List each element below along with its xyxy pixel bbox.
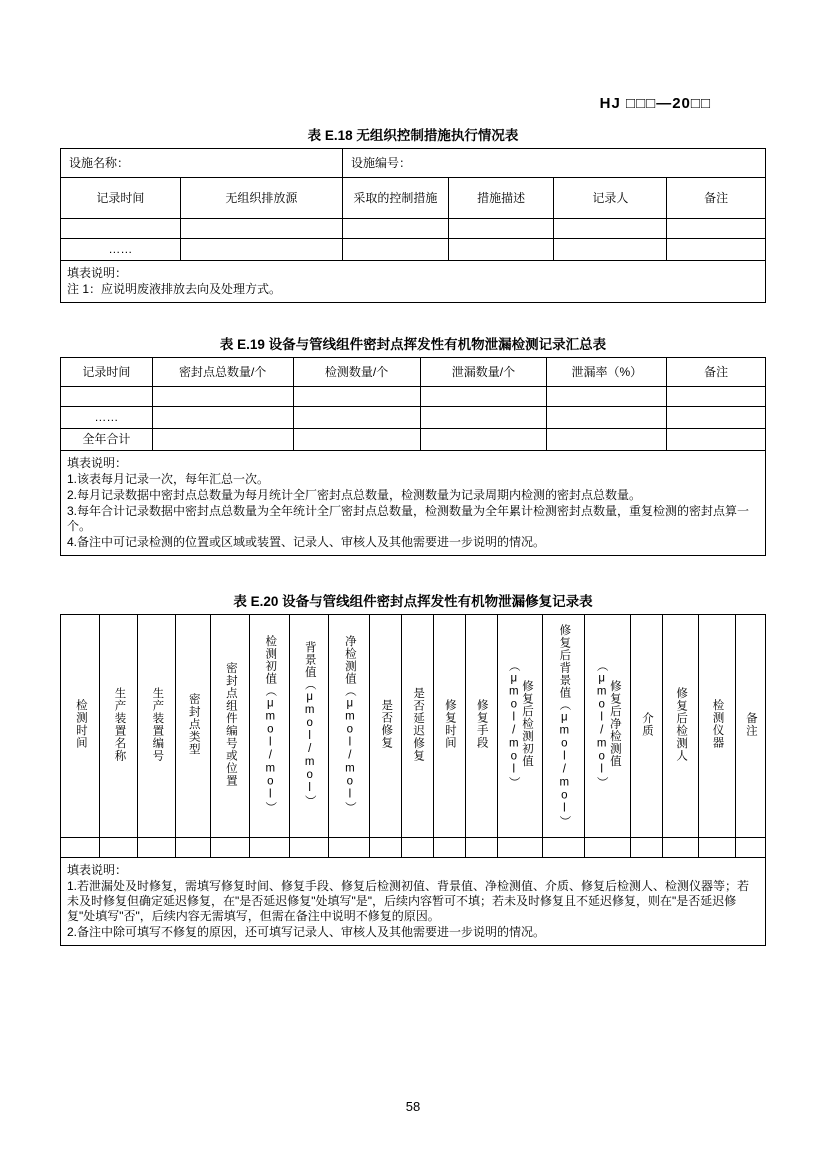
table-cell bbox=[329, 838, 370, 858]
table-cell bbox=[543, 838, 585, 858]
column-header: 修复手段 bbox=[465, 615, 497, 838]
column-header: 备注 bbox=[667, 358, 766, 387]
table-section-e20 bbox=[60, 590, 766, 946]
table-cell bbox=[61, 838, 100, 858]
table-cell bbox=[699, 838, 735, 858]
table-notes-row bbox=[61, 858, 766, 946]
column-header: 生产装置编号 bbox=[138, 615, 176, 838]
table-cell bbox=[289, 838, 328, 858]
table-cell bbox=[662, 838, 698, 858]
column-header: 密封点类型 bbox=[176, 615, 211, 838]
column-header: 检测初值（μmol/mol） bbox=[250, 615, 289, 838]
table-notes-row bbox=[61, 451, 766, 556]
table-cell bbox=[585, 838, 630, 858]
column-header: 无组织排放源 bbox=[180, 178, 342, 219]
table-row bbox=[61, 407, 766, 429]
table-cell bbox=[293, 407, 420, 429]
column-header: 是否修复 bbox=[370, 615, 402, 838]
table-cell bbox=[342, 239, 448, 261]
table-cell bbox=[180, 239, 342, 261]
note-line: 1.该表每月记录一次，每年汇总一次。 bbox=[67, 472, 270, 486]
standard-code-header: HJ □□□—20□□ bbox=[599, 95, 711, 112]
table-notes-row bbox=[61, 261, 766, 303]
table-section-e19 bbox=[60, 333, 766, 556]
facility-name-label: 设施名称： bbox=[61, 149, 343, 178]
table-cell bbox=[293, 429, 420, 451]
table-row bbox=[61, 429, 766, 451]
table-cell bbox=[61, 219, 181, 239]
table-cell bbox=[547, 429, 667, 451]
table-cell bbox=[667, 429, 766, 451]
table-cell bbox=[497, 838, 542, 858]
table-header-row bbox=[61, 358, 766, 387]
note-line: 3.每年合计记录数据中密封点总数量为全年统计全厂密封点总数量，检测数量为全年累计检测密封点数量，重复检测的密封点算一个。 bbox=[67, 504, 750, 533]
table-e20 bbox=[60, 614, 766, 946]
table-cell bbox=[61, 387, 153, 407]
table-e19 bbox=[60, 357, 766, 556]
column-header: 记录时间 bbox=[61, 178, 181, 219]
table-notes-e19 bbox=[61, 451, 766, 556]
column-header: 备注 bbox=[667, 178, 766, 219]
table-cell bbox=[420, 387, 547, 407]
column-header: 检测仪器 bbox=[699, 615, 735, 838]
column-header: 修复后背景值（μmol/mol） bbox=[543, 615, 585, 838]
column-header: 密封点组件编号或位置 bbox=[211, 615, 250, 838]
table-cell bbox=[250, 838, 289, 858]
table-cell bbox=[152, 387, 293, 407]
table-cell bbox=[547, 407, 667, 429]
table-cell bbox=[138, 838, 176, 858]
note-line: 填表说明： bbox=[67, 863, 128, 877]
column-header: 记录时间 bbox=[61, 358, 153, 387]
column-header: 检测数量/个 bbox=[293, 358, 420, 387]
column-header: 泄漏数量/个 bbox=[420, 358, 547, 387]
column-header: 检测时间 bbox=[61, 615, 100, 838]
table-notes-e18 bbox=[61, 261, 766, 303]
table-row bbox=[61, 149, 766, 178]
table-cell bbox=[554, 239, 667, 261]
column-header: 备注 bbox=[735, 615, 765, 838]
note-line: 1.若泄漏处及时修复，需填写修复时间、修复手段、修复后检测初值、背景值、净检测值、介质、修复后检测人、检测仪器等；若未及时修复但确定延迟修复，在"是否延迟修复"处填写"是"，后续内容暂可不填；若未及时修复且不延迟修复，则在"是否延迟修复"处填写"否"，后续内容无需填写，但需在备注中说明不修复的原因。 bbox=[67, 879, 750, 923]
column-header: 记录人 bbox=[554, 178, 667, 219]
facility-code-label: 设施编号： bbox=[342, 149, 765, 178]
table-section-e18 bbox=[60, 124, 766, 303]
note-line: 2.备注中除可填写不修复的原因，还可填写记录人、审核人及其他需要进一步说明的情况。 bbox=[67, 925, 546, 939]
table-cell bbox=[667, 387, 766, 407]
table-title-e20: 表 E.20 设备与管线组件密封点挥发性有机物泄漏修复记录表 bbox=[233, 594, 593, 609]
column-header: 介质 bbox=[630, 615, 662, 838]
table-notes-e20 bbox=[61, 858, 766, 946]
column-header: 密封点总数量/个 bbox=[152, 358, 293, 387]
table-cell bbox=[448, 239, 554, 261]
table-row bbox=[61, 838, 766, 858]
column-header: 采取的控制措施 bbox=[342, 178, 448, 219]
table-cell bbox=[152, 407, 293, 429]
column-header: 修复后净检测值（μmol/mol） bbox=[585, 615, 630, 838]
table-row bbox=[61, 239, 766, 261]
table-cell bbox=[667, 239, 766, 261]
table-cell bbox=[667, 219, 766, 239]
table-cell bbox=[667, 407, 766, 429]
table-cell bbox=[433, 838, 465, 858]
column-header: 净检测值（μmol/mol） bbox=[329, 615, 370, 838]
column-header: 生产装置名称 bbox=[100, 615, 138, 838]
table-cell bbox=[152, 429, 293, 451]
table-cell bbox=[630, 838, 662, 858]
table-title-e19: 表 E.19 设备与管线组件密封点挥发性有机物泄漏检测记录汇总表 bbox=[219, 337, 607, 352]
table-cell bbox=[402, 838, 434, 858]
table-cell bbox=[370, 838, 402, 858]
table-cell: …… bbox=[61, 239, 181, 261]
table-cell bbox=[176, 838, 211, 858]
table-header-row bbox=[61, 178, 766, 219]
table-cell bbox=[420, 429, 547, 451]
table-cell: 全年合计 bbox=[61, 429, 153, 451]
table-cell bbox=[554, 219, 667, 239]
table-header-row bbox=[61, 615, 766, 838]
note-line: 4.备注中可记录检测的位置或区域或装置、记录人、审核人及其他需要进一步说明的情况。 bbox=[67, 535, 546, 549]
column-header: 是否延迟修复 bbox=[402, 615, 434, 838]
column-header: 措施描述 bbox=[448, 178, 554, 219]
table-title-e18: 表 E.18 无组织控制措施执行情况表 bbox=[307, 128, 519, 143]
column-header: 修复后检测人 bbox=[662, 615, 698, 838]
note-line: 填表说明： bbox=[67, 456, 128, 470]
note-line: 注 1：应说明废液排放去向及处理方式。 bbox=[67, 282, 282, 296]
table-row bbox=[61, 387, 766, 407]
column-header: 修复时间 bbox=[433, 615, 465, 838]
table-cell bbox=[293, 387, 420, 407]
table-cell bbox=[735, 838, 765, 858]
table-row bbox=[61, 219, 766, 239]
table-cell: …… bbox=[61, 407, 153, 429]
table-e18 bbox=[60, 148, 766, 303]
note-line: 填表说明： bbox=[67, 266, 128, 280]
column-header: 修复后检测初值（μmol/mol） bbox=[497, 615, 542, 838]
table-cell bbox=[100, 838, 138, 858]
note-line: 2.每月记录数据中密封点总数量为每月统计全厂密封点总数量，检测数量为记录周期内检测的密封点总数量。 bbox=[67, 488, 642, 502]
page-number: 58 bbox=[405, 1099, 421, 1114]
table-cell bbox=[547, 387, 667, 407]
table-cell bbox=[342, 219, 448, 239]
table-cell bbox=[180, 219, 342, 239]
table-cell bbox=[211, 838, 250, 858]
table-cell bbox=[420, 407, 547, 429]
table-cell bbox=[465, 838, 497, 858]
column-header: 背景值（μmol/mol） bbox=[289, 615, 328, 838]
column-header: 泄漏率（%） bbox=[547, 358, 667, 387]
table-cell bbox=[448, 219, 554, 239]
